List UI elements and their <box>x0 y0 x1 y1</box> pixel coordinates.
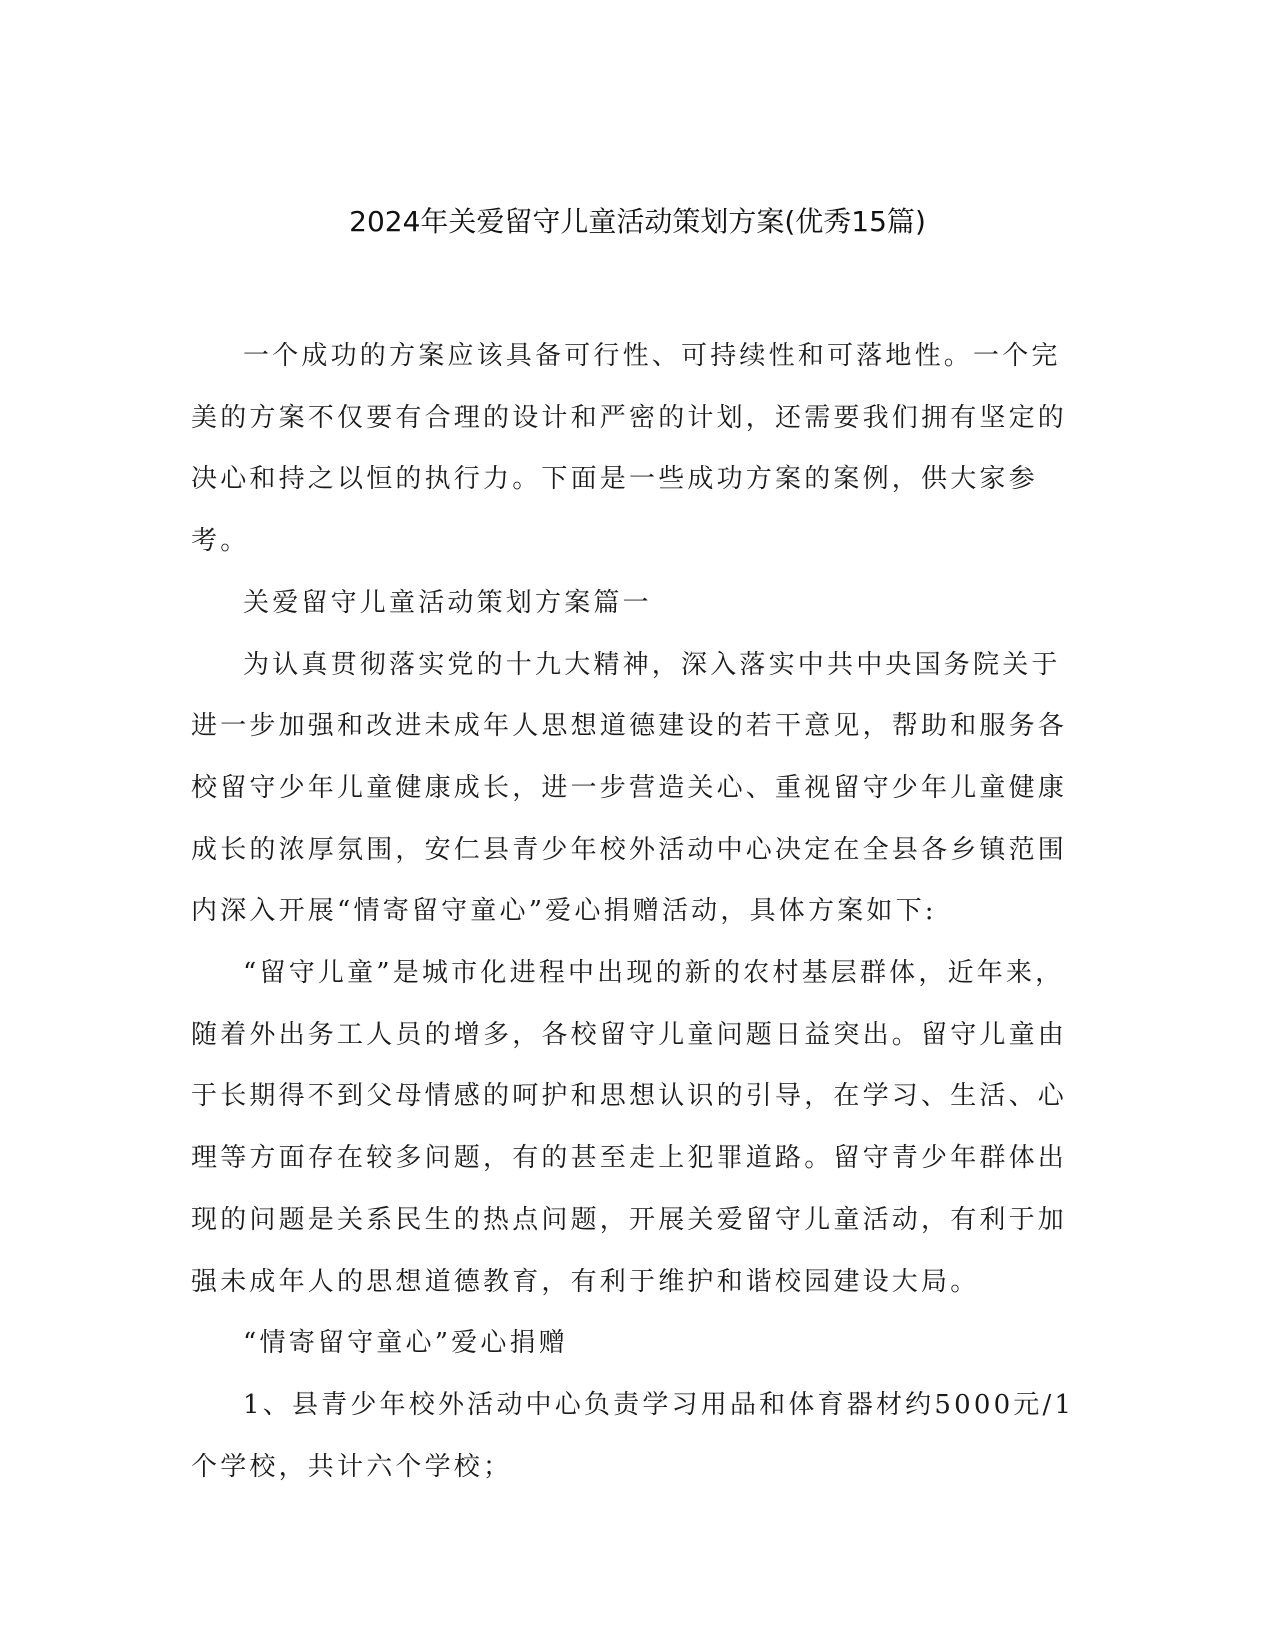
section-heading: 关爱留守儿童活动策划方案篇一 <box>243 587 652 618</box>
intro-paragraph: 一个成功的方案应该具备可行性、可持续性和可落地性。一个完美的方案不仅要有合理的设计和严密的计划，还需要我们拥有坚定的决心和持之以恒的执行力。下面是一些成功方案的案例，供大家参考。 <box>191 341 1068 557</box>
purpose-paragraph: 为认真贯彻落实党的十九大精神，深入落实中共中央国务院关于进一步加强和改进未成年人思想道德建设的若干意见，帮助和服务各校留守少年儿童健康成长，进一步营造关心、重视留守少年儿童健康成长的浓厚氛围，安仁县青少年校外活动中心决定在全县各乡镇范围内深入开展“情寄留守童心”爱心捐赠活动，具体方案如下: <box>191 649 1068 927</box>
list-item: 1、县青少年校外活动中心负责学习用品和体育器材约5000元/1个学校，共计六个学校； <box>191 1389 1075 1482</box>
background-paragraph: “留守儿童”是城市化进程中出现的新的农村基层群体，近年来，随着外出务工人员的增多，各校留守儿童问题日益突出。留守儿童由于长期得不到父母情感的呵护和思想认识的引导，在学习、生活、心理等方面存在较多问题，有的甚至走上犯罪道路。留守青少年群体出现的问题是关系民生的热点问题，开展关爱留守儿童活动，有利于加强未成年人的思想道德教育，有利于维护和谐校园建设大局。 <box>191 958 1068 1297</box>
activity-name: “情寄留守童心”爱心捐赠 <box>243 1328 568 1359</box>
document-body <box>191 326 1081 1498</box>
document-title: 2024年关爱留守儿童活动策划方案(优秀15篇) <box>349 205 926 238</box>
